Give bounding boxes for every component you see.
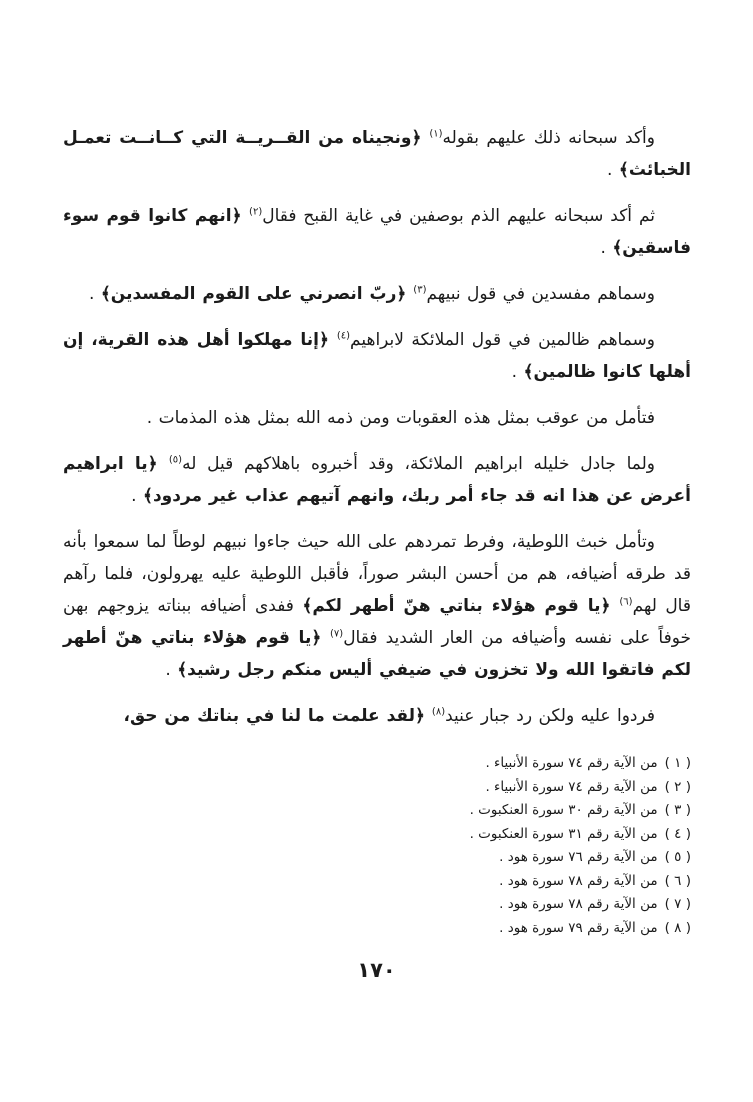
footnote-item xyxy=(63,917,691,941)
footnote-text: من الآية رقم ٧٨ سورة هود . xyxy=(499,872,658,889)
footnote-ref: (٦) xyxy=(619,596,633,608)
footnote-marker: ( ٨ ) xyxy=(664,919,691,936)
text-run: ففدى أضيافه ببناته يزوجهم بهن خوفاً على نفسه وأضيافه من العار الشديد فقال xyxy=(63,596,692,648)
footnote-ref: (٨) xyxy=(431,706,446,718)
text-run: . xyxy=(165,660,178,680)
paragraph xyxy=(63,448,691,512)
text-run: وسماهم مفسدين في قول نبيهم xyxy=(426,284,655,304)
footnote-ref: (٢) xyxy=(249,206,263,218)
footnote-ref: (٣) xyxy=(413,284,427,296)
footnote-item xyxy=(63,823,691,847)
quran-quote: ﴿ربّ انصرني على القوم المفسدين﴾ xyxy=(100,284,414,304)
body-text xyxy=(63,122,691,746)
footnote-item xyxy=(63,846,691,870)
footnote-text: من الآية رقم ٧٤ سورة الأنبياء . xyxy=(485,778,658,795)
footnote-marker: ( ٤ ) xyxy=(664,825,691,842)
footnote-marker: ( ٢ ) xyxy=(664,778,691,795)
text-run: وأكد سبحانه ذلك عليهم بقوله xyxy=(442,128,655,148)
text-run: وتأمل خبث اللوطية، وفرط تمردهم على الله حيث جاءوا نبيهم لوطاً لما سمعوا بأنه قد طرقه أضيافه، هم من أحسن البشر صوراً، فأقبل اللوطية عليه يهرولون، فلما رآهم قال لهم xyxy=(63,532,691,616)
paragraph xyxy=(63,324,691,388)
quran-quote: ﴿يا ابراهيم أعرض عن هذا انه قد جاء أمر ربك، وانهم آتيهم عذاب غير مردود﴾ xyxy=(63,454,691,506)
footnote-marker: ( ٥ ) xyxy=(664,849,691,865)
footnote-marker: ( ٣ ) xyxy=(664,802,691,818)
text-run: فردوا عليه ولكن رد جبار عنيد xyxy=(445,706,655,726)
text-run: . xyxy=(607,160,619,180)
footnote-ref: (٥) xyxy=(168,454,183,466)
footnotes-section xyxy=(63,752,691,940)
page-number: ١٧٠ xyxy=(357,958,396,982)
quran-quote: ﴿لقد علمت ما لنا في بناتك من حق، xyxy=(123,706,432,726)
quran-quote: ﴿ونجيناه من القــريــة التي كــانــت تعمـل الخبائث﴾ xyxy=(63,128,691,180)
paragraph xyxy=(63,700,691,732)
footnote-item xyxy=(63,752,691,776)
footnote-ref: (٧) xyxy=(330,628,344,640)
text-run: وسماهم ظالمين في قول الملائكة لابراهيم xyxy=(350,330,655,350)
footnote-text: من الآية رقم ٣١ سورة العنكبوت . xyxy=(469,825,658,842)
paragraph xyxy=(63,402,691,434)
text-run: فتأمل من عوقب بمثل هذه العقوبات ومن ذمه الله بمثل هذه المذمات . xyxy=(146,408,655,428)
footnote-item xyxy=(63,870,691,894)
paragraph xyxy=(63,278,691,310)
paragraph xyxy=(63,526,691,686)
text-run: ولما جادل خليله ابراهيم الملائكة، وقد أخبروه باهلاكهم قيل له xyxy=(182,454,655,474)
footnote-text: من الآية رقم ٧٦ سورة هود . xyxy=(499,849,658,865)
footnote-ref: (٤) xyxy=(336,330,351,342)
footnote-text: من الآية رقم ٣٠ سورة العنكبوت . xyxy=(469,802,658,818)
footnote-ref: (١) xyxy=(429,128,443,140)
footnote-text: من الآية رقم ٧٩ سورة هود . xyxy=(499,919,658,936)
quran-quote: ﴿يا قوم هؤلاء بناتي هنّ أطهر لكم﴾ xyxy=(302,596,620,616)
footnote-marker: ( ٧ ) xyxy=(664,896,691,912)
text-run: . xyxy=(600,238,613,258)
quran-quote: ﴿إنا مهلكوا أهل هذه القرية، إن أهلها كانوا ظالمين﴾ xyxy=(63,330,691,382)
text-run: . xyxy=(131,486,143,506)
footnote-item xyxy=(63,893,691,917)
footnote-item xyxy=(63,776,691,800)
text-run: . xyxy=(511,362,524,382)
text-run: ثم أكد سبحانه عليهم الذم بوصفين في غاية القبح فقال xyxy=(262,206,655,226)
quran-quote: ﴿انهم كانوا قوم سوء فاسقين﴾ xyxy=(63,206,691,258)
footnote-text: من الآية رقم ٧٤ سورة الأنبياء . xyxy=(485,755,658,771)
footnote-marker: ( ١ ) xyxy=(664,755,691,771)
footnote-text: من الآية رقم ٧٨ سورة هود . xyxy=(499,896,658,912)
quran-quote: ﴿يا قوم هؤلاء بناتي هنّ أطهر لكم فاتقوا الله ولا تخزون في ضيفي أليس منكم رجل رشيد﴾ xyxy=(63,628,691,680)
text-run: . xyxy=(89,284,101,304)
paragraph xyxy=(63,200,691,264)
footnote-item xyxy=(63,799,691,823)
footnote-marker: ( ٦ ) xyxy=(664,872,691,889)
paragraph xyxy=(63,122,691,186)
